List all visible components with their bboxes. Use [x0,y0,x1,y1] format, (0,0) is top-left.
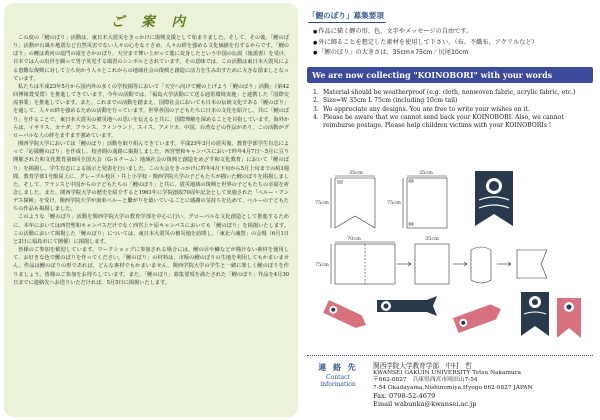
requirements-list-en [313,89,593,131]
item-text: Size=W 35cm L 75cm (including 10cm tail) [323,97,458,105]
hanging-koinobori [475,172,513,226]
koinobori-diagrams [307,168,593,353]
height-label: 75cm [315,262,329,268]
contact-fax: Fax. 0798-52-4679 [373,392,436,401]
guide-paragraph: 関西学院大学においては「鯉のぼり」活動を取り組んできています。平成23年3月の震災後、教育学部学生有志によって「応援鯉のぼり」を作成し、校舎間の通路に掲揚しました。西宮聖和キャンパスにおいて昨年4月7日〜5月に亘り開催された和文化教育第8回全国大会（G-Ｓチーム）地域社会の復興と創造をめざす和文化教育」において「鯉のぼり」を掲揚し、学生有志による展示と発表を行いました。この大会をきっかけに昨年4月下旬から5月上旬までの約1週間、教育学部1号館屋上に、グレープル校区・井上小学校・関西学院大学の子どもたちが描いた鯉のぼりを掲揚しました。そして、フランスと中国からの子どもたちの「鯉のぼり」と共に、震災地域の復興と世界の子どもたちの幸福を祈念しました。また、関西学院大学の歴史を紹介すると1961年に学院創設70周年記念として実施された「ペルー・アンデス探検」を受け、関西学院大学が南米ペルーと繋がりを築いていることに感謝の気持ちを込めて、ペルーの子どもたちの作品も掲揚しました。 [13,141,289,213]
contact-address-jp: 〒662-0827 兵庫県西宮市岡田山7-54 [373,377,478,384]
diagram-svg [307,168,593,353]
height-label: 75cm [315,200,329,206]
requirement-item-en [313,97,593,105]
requirements-banner-en: We are now collecting "KOINOBORI" with your words [307,67,593,83]
koinobori-pupil [489,181,499,191]
contact-label-jp: 連 絡 先 [318,363,358,372]
flat-fabric-diagram [315,170,375,228]
fabric-outline [335,244,395,284]
item-number: 3. [313,105,319,113]
grommet-mark [409,180,413,182]
requirement-item-en [313,114,593,131]
guide-panel [4,3,298,417]
open-fabric-diagram [387,170,447,228]
requirements-title-jp: 「鯉のぼり」募集要項 [308,4,386,23]
width-label: 70cm [347,236,361,242]
fabric-outline [335,178,375,228]
requirement-item-en [313,89,593,97]
width-label: 35cm [425,236,439,242]
item-text: Please be aware that we cannot send back your KOINOBORI. Also, we cannot reimburse postage. Please help children victims with your KOINOBORIs ! [323,114,564,130]
requirement-item-jp: ● 「鯉のぼり」の大きさは、35cm×75cm／尻尾10cm [313,48,593,59]
fabric-outline [407,178,447,228]
guide-paragraph: 皆様のご参加を歓迎しています。ワークショップに参加される場合には、鯉の目や鱗などが描けない素材を使用して、お好きな色で鯉のぼりを作ってください。「鯉のぼり」の材料は、市販の鯉のぼりの生地を利用してもかまいません。作品は鯉のぼりの形であれば、どんな素材でもかまいません。関西学院大学の学生と一緒に楽しく鯉のぼりを作りましょう。皆様のご参加をお待ちしています。また、「鯉のぼり」募集要項を満たされた「鯉のぼり」作品を4月30日までに連絡先へお送りいただければ、5月5日に掲揚いたします。 [13,247,289,286]
contact-email[interactable]: Email wabunka@kwansei.ac.jp [373,400,477,409]
koinobori-examples [323,292,581,338]
koinobori-example-pink [453,302,504,333]
requirement-item-en [313,106,593,114]
width-label: 35cm [419,170,433,176]
guide-paragraph: この度の「鯉のぼり」活動は、東日本大震災をきっかけに復興支援として始まりました。そして、その後、「鯉のぼり」活動が台風や地震など自然災害でない人々の心をなぐさめ、人々の絆を強める文化価値を有するからです。「鯉のぼり」の鯉は黄河の竜門の滝をさかのぼり、天空まで舞い上がって龍に変身したという中国の伝説（後漢書）を受け、日本では人の出世を願って男子英児する風習のシンボルとされています。その意味では、この活動は東日本大震災による患難な復興に対して立ち向かう人々とこれからの地域社会の復興と創造に活力を生み出すために大きな励ましとなっています。 [13,35,289,82]
guide-paragraph: 私たちは平成23年5月から国内外の多くの学校園等において「天空へ向けて鯉の上げよう「鯉のぼり」活動」（第42回博報賞受賞）を推進してきています。今年の活動では、「福島大学活動にて送る通常環境実施」と連携した「国際交流事業」を推進しています。また、これまでの活動を踏まえ、国際社会においても日本の伝統文化である「鯉のぼり」を通して、人々の絆を強めるための活動を行っています。世界各国の子どもたちに日本の文化を紹介し、共に「鯉のぼり」を作ることで、東日本大震災の被災地への思いを伝えると共に、国際理解を深めることを目指しています。海外からは、イギリス、カナダ、フランス、フィンランド、スイス、アメリカ、中国、台湾などの作品があり、この活動がグローバルな人の絆をますます強めています。 [13,83,289,139]
contact-section [307,355,593,415]
height-label: 75cm [387,200,401,206]
koinobori-example-hanging [521,292,549,336]
contact-name-en: KWANSEI GAKUIN UNIVERSITY Tetsu Nakamura [373,370,521,376]
finished-shape [517,250,547,278]
contact-label-en: Contact information [320,374,356,388]
requirements-panel [303,3,597,417]
koinobori-example-hanging-pink [557,298,581,338]
koinobori-example-navy [377,296,437,316]
guide-body [13,34,289,287]
grommet-mark [409,223,413,225]
sewn-tube [471,247,491,283]
item-number: 1. [313,88,319,96]
item-text: Material should be weatherproof (e.g. cloth, nonwoven fabric, acrylic fabric, etc.) [323,88,576,96]
folded-fabric [415,244,449,284]
wide-fabric-diagram [315,236,547,284]
guide-title: ご 案 内 [111,14,191,30]
item-number: 2. [313,97,319,105]
width-label: 35cm [349,170,363,176]
requirement-item-jp: ● 作品に描く鯉の形、色、文字やメッセージの自由です。 [313,27,593,38]
contact-details [373,362,591,408]
contact-name-jp: 関西学院大学教育学部 中村 哲 [373,362,472,370]
guide-paragraph: このような「鯉のぼり」活動を関西学院大学の教育学部を中心に行い、グローバルな文化創造として推進するために、本年においては西宮聖和キャンパスだけでなく西宮上ケ原キャンパスにおいても「鯉のぼり」を掲揚いたします。この活動において掲揚した「鯉のぼり」については、東日本大震災の被災地を訪問し、「東北六魂祭」の会場（6月1日と2日に福島市にて開催）に掲揚します。 [13,214,289,245]
koinobori-example-pink [323,300,369,331]
contact-address-en: 7-54 Okadayama,Nishinomiya,Hyogo 662-0827 JAPAN [373,384,533,391]
requirements-list-jp [313,27,593,59]
requirement-item-jp: ● 外に飾ることを想定した素材を使用して下さい。（布、不織布、アクリルなど） [313,38,593,49]
item-text: We appreciate any designs. You are free to write your wishes on it. [323,105,530,113]
item-number: 4. [313,114,319,121]
contact-labels [309,362,367,388]
